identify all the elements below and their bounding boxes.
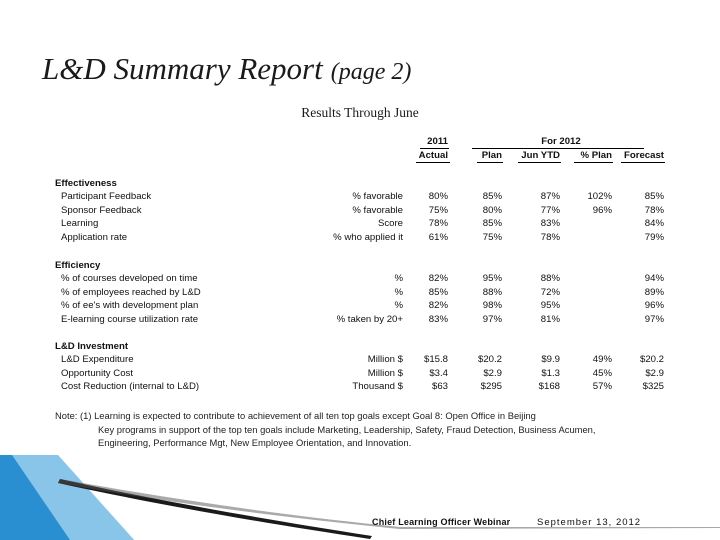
header-rule-2011 [420, 148, 449, 149]
row-value: 57% [592, 381, 612, 393]
row-value: 95% [482, 273, 502, 285]
row-value: $2.9 [483, 367, 502, 379]
note-line-3: Engineering, Performance Mgt, New Employee Orientation, and Innovation. [98, 437, 412, 448]
row-value: 85% [482, 191, 502, 203]
report-subtitle: Results Through June [301, 105, 419, 120]
row-unit: % favorable [352, 204, 403, 216]
row-value: 49% [592, 354, 612, 366]
row-value: 97% [644, 313, 664, 325]
row-unit: % [394, 286, 403, 298]
row-unit: % favorable [352, 191, 403, 203]
row-value: 75% [482, 231, 502, 243]
row-value: 77% [540, 204, 560, 216]
page-title-sub: (page 2) [330, 59, 412, 85]
row-label: % of ee's with development plan [61, 300, 199, 312]
row-label: E-learning course utilization rate [61, 313, 199, 325]
row-unit: Million $ [367, 367, 403, 379]
footer-date: September 13, 2012 [537, 517, 642, 528]
column-underline [477, 162, 503, 163]
row-value: $168 [538, 381, 560, 393]
row-label: Learning [61, 218, 99, 230]
row-value: 96% [592, 204, 612, 216]
column-underline [416, 162, 450, 163]
row-value: 75% [428, 204, 448, 216]
row-unit: % taken by 20+ [336, 313, 403, 325]
row-value: 80% [428, 191, 448, 203]
row-unit: % [394, 273, 403, 285]
row-unit: Thousand $ [352, 381, 403, 393]
row-value: 83% [540, 218, 560, 230]
row-value: 45% [592, 367, 612, 379]
row-value: 78% [540, 231, 560, 243]
row-label: Opportunity Cost [61, 367, 133, 379]
row-value: 79% [644, 231, 664, 243]
row-value: 98% [482, 300, 502, 312]
row-value: 61% [428, 231, 448, 243]
row-value: 85% [644, 191, 664, 203]
section-heading: Effectiveness [55, 178, 117, 189]
note-line-1: Note: (1) Learning is expected to contribute to achievement of all ten top goals except Goal 8: Open Office in Beijing [55, 410, 536, 421]
row-value: $325 [642, 381, 664, 393]
row-value: 94% [644, 273, 664, 285]
row-label: Sponsor Feedback [61, 204, 142, 216]
column-underline [518, 162, 561, 163]
row-unit: % [394, 300, 403, 312]
row-label: Application rate [61, 231, 128, 243]
row-value: 87% [540, 191, 560, 203]
header-group-2012: For 2012 [541, 136, 581, 147]
row-label: Participant Feedback [61, 191, 152, 203]
row-unit: % who applied it [333, 231, 403, 243]
row-value: 78% [644, 204, 664, 216]
row-value: 81% [540, 313, 560, 325]
row-value: 88% [482, 286, 502, 298]
row-label: L&D Expenditure [61, 354, 134, 366]
row-value: $9.9 [541, 354, 560, 366]
row-value: 84% [644, 218, 664, 230]
row-value: $1.3 [541, 367, 560, 379]
note-line-2: Key programs in support of the top ten goals include Marketing, Leadership, Safety, Fraud Detection, Business Acumen, [98, 424, 596, 435]
row-value: 82% [428, 273, 448, 285]
row-unit: Million $ [367, 354, 403, 366]
row-value: 88% [540, 273, 560, 285]
row-value: 83% [428, 313, 448, 325]
column-underline [574, 162, 613, 163]
column-header: % Plan [580, 150, 612, 161]
column-header: Actual [418, 150, 448, 161]
row-value: 72% [540, 286, 560, 298]
row-value: $3.4 [429, 367, 448, 379]
column-header: Forecast [624, 150, 664, 161]
row-value: 95% [540, 300, 560, 312]
row-value: 82% [428, 300, 448, 312]
row-value: $295 [480, 381, 502, 393]
row-value: $2.9 [645, 367, 664, 379]
row-value: 97% [482, 313, 502, 325]
section-heading: L&D Investment [55, 341, 129, 352]
row-value: $15.8 [423, 354, 448, 366]
column-header: Jun YTD [521, 150, 560, 161]
row-label: % of courses developed on time [61, 273, 198, 285]
row-unit: Score [377, 218, 403, 230]
row-value: $63 [431, 381, 448, 393]
header-rule-2012 [472, 148, 644, 149]
row-value: 80% [482, 204, 502, 216]
column-header: Plan [481, 150, 502, 161]
row-value: 89% [644, 286, 664, 298]
row-value: 85% [428, 286, 448, 298]
row-value: 85% [482, 218, 502, 230]
header-group-2011: 2011 [427, 136, 448, 147]
column-underline [621, 162, 665, 163]
row-value: $20.2 [639, 354, 664, 366]
row-value: 78% [428, 218, 448, 230]
row-label: % of employees reached by L&D [61, 286, 201, 298]
section-heading: Efficiency [55, 260, 101, 271]
footer-event: Chief Learning Officer Webinar [372, 517, 511, 527]
row-value: 102% [587, 191, 612, 203]
row-value: $20.2 [477, 354, 502, 366]
page-title-main: L&D Summary Report [42, 51, 323, 86]
row-label: Cost Reduction (internal to L&D) [61, 381, 200, 393]
row-value: 96% [644, 300, 664, 312]
